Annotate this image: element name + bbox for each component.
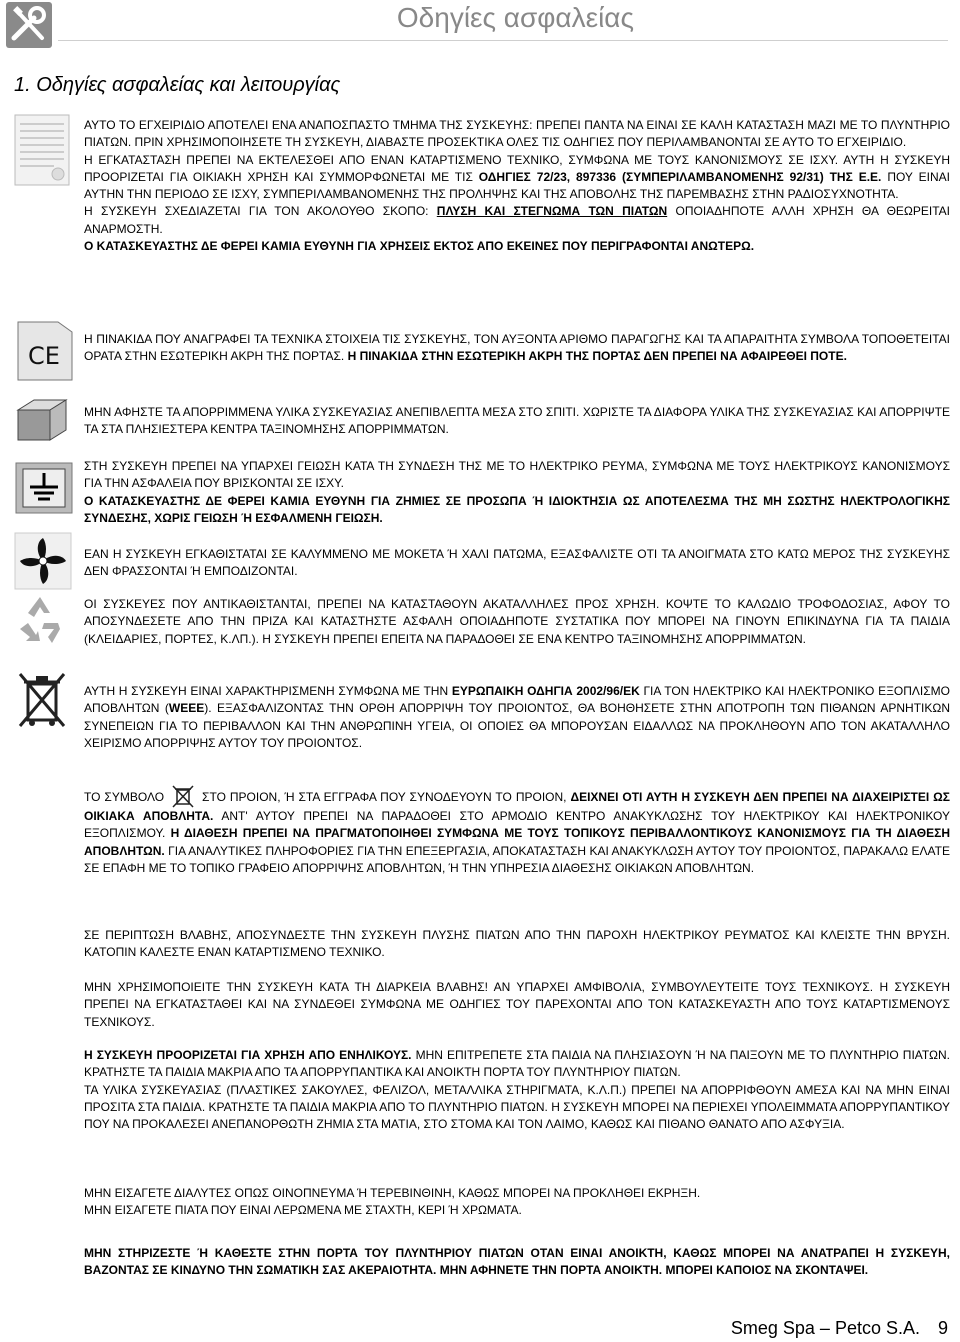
header-divider <box>58 40 948 41</box>
block-rating-plate <box>84 331 950 366</box>
block-fault <box>84 927 950 962</box>
dirty-dishes-paragraph: ΜΗΝ ΕΙΣΑΓΕΤΕ ΠΙΑΤΑ ΠΟΥ ΕΙΝΑΙ ΛΕΡΩΜΕΝΑ ΜΕ ΣΤΑΧΤΗ, ΚΕΡΙ Ή ΧΡΩΜΑΤΑ. <box>84 1203 522 1218</box>
block-malfunction <box>84 979 950 1031</box>
footer-company: Smeg Spa – Petco S.A. <box>730 1318 920 1338</box>
block-door-warning <box>84 1245 950 1280</box>
svg-text:CE: CE <box>28 342 60 370</box>
liability-paragraph: Ο ΚΑΤΑΣΚΕΥΑΣΤΗΣ ΔΕ ΦΕΡΕΙ ΚΑΜΙΑ ΕΥΘΥΝΗ ΓΙΑ ΧΡΗΣΕΙΣ ΕΚΤΟΣ ΑΠΟ ΕΚΕΙΝΕΣ ΠΟΥ ΠΕΡΙΓΡΑΦΟΝΤΑΙ ΑΝΩΤΕΡΩ. <box>84 239 755 254</box>
weee-symbol-inline-icon <box>170 784 196 808</box>
adults-paragraph: Η ΣΥΣΚΕΥΗ ΠΡΟΟΡΙΖΕΤΑΙ ΓΙΑ ΧΡΗΣΗ ΑΠΟ ΕΝΗΛΙΚΟΥΣ. ΜΗΝ ΕΠΙΤΡΕΠΕΤΕ ΣΤΑ ΠΑΙΔΙΑ ΝΑ ΠΛΗΣΙΑΣΟΥΝ Ή ΝΑ ΠΑΙΞΟΥΝ ΜΕ ΤΟ ΠΛΥΝΤΗΡΙΟ ΠΙΑΤΩΝ. ΚΡΑΤΗΣΤΕ ΤΑ ΠΑΙΔΙΑ ΜΑΚΡΙΑ ΑΠΟ ΤΑ ΑΠΟΡΡΥΠΑΝΤΙΚΑ ΚΑΙ ΑΝΟΙΚΤΗ ΠΟΡΤΑ ΤΟΥ ΠΛΥΝΤΗΡΙΟΥ ΠΙΑΤΩΝ. <box>84 1048 950 1080</box>
block-ventilation <box>84 546 950 581</box>
block-grounding <box>84 458 950 527</box>
ce-mark-icon <box>14 318 76 389</box>
block-weee <box>84 683 950 752</box>
tools-icon <box>6 2 52 48</box>
weee-paragraph: ΑΥΤΗ Η ΣΥΣΚΕΥΗ ΕΙΝΑΙ ΧΑΡΑΚΤΗΡΙΣΜΕΝΗ ΣΥΜΦΩΝΑ ΜΕ ΤΗΝ ΕΥΡΩΠΑΙΚΗ ΟΔΗΓΙΑ 2002/96/ΕΚ ΓΙΑ ΤΟΝ ΗΛΕΚΤΡΙΚΟ ΚΑΙ ΗΛΕΚΤΡΟΝΙΚΟ ΕΞΟΠΛΙΣΜΟ ΑΠΟΒΛΗΤΩΝ (WEEE). ΕΞΑΣΦΑΛΙΖΟΝΤΑΣ ΤΗΝ ΟΡΘΗ ΑΠΟΡΡΙΨΗ ΤΟΥ ΠΡΟΙΟΝΤΟΣ, ΘΑ ΒΟΗΘΗΣΕΤΕ ΣΤΗΝ ΑΠΟΤΡΟΠΗ ΤΩΝ ΠΙΘΑΝΩΝ ΑΡΝΗΤΙΚΩΝ ΣΥΝΕΠΕΙΩΝ ΓΙΑ ΤΟ ΠΕΡΙΒΑΛΛΟΝ ΚΑΙ ΤΗΝ ΑΝΘΡΩΠΙΝΗ ΥΓΕΙΑ, ΟΙ ΟΠΟΙΕΣ ΘΑ ΜΠΟΡΟΥΣΑΝ ΕΙΔΑΛΛΩΣ ΝΑ ΠΡΟΚΛΗΘΟΥΝ ΑΠΟ ΤΟΝ ΑΚΑΤΑΛΛΗΛΟ ΧΕΙΡΙΣΜΟ ΑΠΟΡΡΙΨΗΣ ΑΥΤΟΥ ΤΟΥ ΠΡΟΙΟΝΤΟΣ. <box>84 684 950 750</box>
manual-icon <box>14 114 70 191</box>
block-symbol <box>84 784 950 877</box>
packaging-paragraph: ΜΗΝ ΑΦΗΣΤΕ ΤΑ ΑΠΟΡΡΙΜΜΕΝΑ ΥΛΙΚΑ ΣΥΣΚΕΥΑΣΙΑΣ ΑΝΕΠΙΒΛΕΠΤΑ ΜΕΣΑ ΣΤΟ ΣΠΙΤΙ. ΧΩΡΙΣΤΕ ΤΑ ΔΙΑΦΟΡΑ ΥΛΙΚΑ ΤΗΣ ΣΥΣΚΕΥΑΣΙΑΣ ΚΑΙ ΑΠΟΡΡΙΨΤΕ ΤΑ ΣΤΑ ΠΛΗΣΙΕΣΤΕΡΑ ΚΕΝΤΡΑ ΤΑΞΙΝΟΜΗΣΗΣ ΑΠΟΡΡΙΜΜΑΤΩΝ. <box>84 405 950 437</box>
block-disposal <box>84 596 950 648</box>
block-solvents <box>84 1185 950 1220</box>
solvents-paragraph: ΜΗΝ ΕΙΣΑΓΕΤΕ ΔΙΑΛΥΤΕΣ ΟΠΩΣ ΟΙΝΟΠΝΕΥΜΑ Ή ΤΕΡΕΒΙΝΘΙΝΗ, ΚΑΘΩΣ ΜΠΟΡΕΙ ΝΑ ΠΡΟΚΛΗΘΕΙ ΕΚΡΗΞΗ. <box>84 1186 701 1200</box>
packaging-materials-paragraph: ΤΑ ΥΛΙΚΑ ΣΥΣΚΕΥΑΣΙΑΣ (ΠΛΑΣΤΙΚΕΣ ΣΑΚΟΥΛΕΣ, ΦΕΛΙΖΟΛ, ΜΕΤΑΛΛΙΚΑ ΣΤΗΡΙΓΜΑΤΑ, Κ.Λ.Π.) ΠΡΕΠΕΙ ΝΑ ΑΠΟΡΡΙΦΘΟΥΝ ΑΜΕΣΑ ΚΑΙ ΝΑ ΜΗΝ ΕΙΝΑΙ ΠΡΟΣΙΤΑ ΣΤΑ ΠΑΙΔΙΑ. ΚΡΑΤΗΣΤΕ ΤΑ ΠΑΙΔΙΑ ΜΑΚΡΙΑ ΑΠΟ ΤΟ ΠΛΥΝΤΗΡΙΟ ΠΙΑΤΩΝ. Η ΣΥΣΚΕΥΗ ΜΠΟΡΕΙ ΝΑ ΠΕΡΙΕΧΕΙ ΥΠΟΛΕΙΜΜΑΤΑ ΑΠΟΡΡΥΠΑΝΤΙΚΟΥ ΠΟΥ ΝΑ ΠΡΟΚΑΛΕΣΕΙ ΑΝΕΠΑΝΟΡΘΩΤΗ ΖΗΜΙΑ ΣΤΑ ΜΑΤΙΑ, ΣΤΟ ΣΤΟΜΑ ΚΑΙ ΤΟΝ ΛΑΙΜΟ, ΚΑΘΩΣ ΚΑΙ ΠΙΘΑΝΟ ΘΑΝΑΤΟ ΑΠΟ ΑΣΦΥΞΙΑ. <box>84 1082 950 1132</box>
purpose-paragraph: Η ΣΥΣΚΕΥΗ ΣΧΕΔΙΑΖΕΤΑΙ ΓΙΑ ΤΟΝ ΑΚΟΛΟΥΘΟ ΣΚΟΠΟ: ΠΛΥΣΗ ΚΑΙ ΣΤΕΓΝΩΜΑ ΤΩΝ ΠΙΑΤΩΝ ΟΠΟΙΑΔΗΠΟΤΕ ΑΛΛΗ ΧΡΗΣΗ ΘΑ ΘΕΩΡΕΙΤΑΙ ΑΝΑΡΜΟΣΤΗ. <box>84 204 950 236</box>
block-packaging <box>84 404 950 439</box>
page-header-title: Οδηγίες ασφαλείας <box>396 2 634 33</box>
installation-paragraph: Η ΕΓΚΑΤΑΣΤΑΣΗ ΠΡΕΠΕΙ ΝΑ ΕΚΤΕΛΕΣΘΕΙ ΑΠΟ ΕΝΑΝ ΚΑΤΑΡΤΙΣΜΕΝΟ ΤΕΧΝΙΚΟ, ΣΥΜΦΩΝΑ ΜΕ ΤΟΥΣ ΚΑΝΟΝΙΣΜΟΥΣ ΣΕ ΙΣΧΥ. ΑΥΤΗ Η ΣΥΣΚΕΥΗ ΠΡΟΟΡΙΖΕΤΑΙ ΓΙΑ ΟΙΚΙΑΚΗ ΧΡΗΣΗ ΚΑΙ ΣΥΜΜΟΡΦΩΝΕΤΑΙ ΜΕ ΤΙΣ ΟΔΗΓΙΕΣ 72/23, 897336 (ΣΥΜΠΕΡΙΛΑΜΒΑΝΟΜΕΝΗΣ 92/31) ΤΗΣ Ε.Ε. ΠΟΥ ΕΙΝΑΙ ΑΥΤΗΝ ΤΗΝ ΠΕΡΙΟΔΟ ΣΕ ΙΣΧΥ, ΣΥΜΠΕΡΙΛΑΜΒΑΝΟΜΕΝΗΣ ΤΗΣ ΠΡΟΛΗΨΗΣ ΚΑΙ ΤΗΣ ΑΠΟΒΟΛΗΣ ΤΗΣ ΠΑΡΕΜΒΑΣΗΣ ΣΤΗΝ ΡΑΔΙΟΣΥΧΝΟΤΗΤΑ. <box>84 152 950 202</box>
page-number: 9 <box>937 1318 948 1338</box>
ventilation-fan-icon <box>14 532 72 595</box>
section-title: 1. Οδηγίες ασφαλείας και λειτουργίας <box>14 74 341 96</box>
malfunction-paragraph: ΜΗΝ ΧΡΗΣΙΜΟΠΟΙΕΙΤΕ ΤΗΝ ΣΥΣΚΕΥΗ ΚΑΤΑ ΤΗ ΔΙΑΡΚΕΙΑ ΒΛΑΒΗΣ! ΑΝ ΥΠΑΡΧΕΙ ΑΜΦΙΒΟΛΙΑ, ΣΥΜΒΟΥΛΕΥΤΕΙΤΕ ΤΟΥΣ ΤΕΧΝΙΚΟΥΣ. Η ΣΥΣΚΕΥΗ ΠΡΕΠΕΙ ΝΑ ΕΓΚΑΤΑΣΤΑΘΕΙ ΚΑΙ ΝΑ ΣΥΝΔΕΘΕΙ ΣΥΜΦΩΝΑ ΜΕ ΟΔΗΓΙΕΣ ΤΟΥ ΠΑΡΕΧΟΝΤΑΙ ΑΠΟ ΤΟΝ ΚΑΤΑΣΚΕΥΑΣΤΗ ΑΠΟ ΤΟΥΣ ΚΑΤΑΡΤΙΣΜΕΝΟΥΣ ΤΕΧΝΙΚΟΥΣ. <box>84 980 950 1029</box>
weee-bin-icon <box>14 668 70 735</box>
page-footer <box>731 1318 948 1339</box>
block-children <box>84 1047 950 1133</box>
grounding-paragraph: ΣΤΗ ΣΥΣΚΕΥΗ ΠΡΕΠΕΙ ΝΑ ΥΠΑΡΧΕΙ ΓΕΙΩΣΗ ΚΑΤΑ ΤΗ ΣΥΝΔΕΣΗ ΤΗΣ ΜΕ ΤΟ ΗΛΕΚΤΡΙΚΟ ΡΕΥΜΑ, ΣΥΜΦΩΝΑ ΜΕ ΤΟΥΣ ΗΛΕΚΤΡΙΚΟΥΣ ΚΑΝΟΝΙΣΜΟΥΣ ΓΙΑ ΤΗΝ ΑΣΦΑΛΕΙΑ ΠΟΥ ΒΡΙΣΚΟΝΤΑΙ ΣΕ ΙΣΧΥ. <box>84 459 950 491</box>
disposal-paragraph: ΟΙ ΣΥΣΚΕΥΕΣ ΠΟΥ ΑΝΤΙΚΑΘΙΣΤΑΝΤΑΙ, ΠΡΕΠΕΙ ΝΑ ΚΑΤΑΣΤΑΘΟΥΝ ΑΚΑΤΑΛΛΗΛΕΣ ΠΡΟΣ ΧΡΗΣΗ. ΚΟΨΤΕ ΤΟ ΚΑΛΩΔΙΟ ΤΡΟΦΟΔΟΣΙΑΣ, ΑΦΟΥ ΤΟ ΑΠΟΣΥΝΔΕΣΕΤΕ ΑΠΟ ΤΗΝ ΠΡΙΖΑ ΚΑΙ ΚΑΤΑΣΤΗΣΤΕ ΑΣΦΑΛΗ ΟΠΟΙΑΔΗΠΟΤΕ ΣΥΣΤΑΤΙΚΑ ΠΟΥ ΜΠΟΡΕΙ ΝΑ ΓΙΝΟΥΝ ΕΠΙΚΙΝΔΥΝΑ ΓΙΑ ΤΑ ΠΑΙΔΙΑ (ΚΛΕΙΔΑΡΙΕΣ, ΠΟΡΤΕΣ, Κ.ΛΠ.). Η ΣΥΣΚΕΥΗ ΠΡΕΠΕΙ ΕΠΕΙΤΑ ΝΑ ΠΑΡΑΔΟΘΕΙ ΣΕ ΕΝΑ ΚΕΝΤΡΟ ΤΑΞΙΝΟΜΗΣΗΣ ΑΠΟΡΡΙΜΜΑΤΩΝ. <box>84 597 950 646</box>
block-manual <box>84 117 950 255</box>
symbol-paragraph: ΤΟ ΣΥΜΒΟΛΟ ΣΤΟ ΠΡΟΙΟΝ, Ή ΣΤΑ ΕΓΓΡΑΦΑ ΠΟΥ ΣΥΝΟΔΕΥΟΥΝ ΤΟ ΠΡΟΙΟΝ, ΔΕΙΧΝΕΙ ΟΤΙ ΑΥΤΗ Η ΣΥΣΚΕΥΗ ΔΕΝ ΠΡΕΠΕΙ ΝΑ ΔΙΑΧΕΙΡΙΣΤΕΙ ΩΣ ΟΙΚΙΑΚΑ ΑΠΟΒΛΗΤΑ. ΑΝΤ' ΑΥΤΟΥ ΠΡΕΠΕΙ ΝΑ ΠΑΡΑΔΟΘΕΙ ΣΤΟ ΑΡΜΟΔΙΟ ΚΕΝΤΡΟ ΑΝΑΚΥΚΛΩΣΗΣ ΤΟΥ ΗΛΕΚΤΡΙΚΟΥ ΚΑΙ ΗΛΕΚΤΡΟΝΙΚΟΥ ΕΞΟΠΛΙΣΜΟΥ. Η ΔΙΑΘΕΣΗ ΠΡΕΠΕΙ ΝΑ ΠΡΑΓΜΑΤΟΠΟΙΗΘΕΙ ΣΥΜΦΩΝΑ ΜΕ ΤΟΥΣ ΤΟΠΙΚΟΥΣ ΠΕΡΙΒΑΛΛΟΝΤΙΚΟΥΣ ΚΑΝΟΝΙΣΜΟΥΣ ΓΙΑ ΤΗ ΔΙΑΘΕΣΗ ΑΠΟΒΛΗΤΩΝ. ΓΙΑ ΑΝΑΛΥΤΙΚΕΣ ΠΛΗΡΟΦΟΡΙΕΣ ΓΙΑ ΤΗΝ ΕΠΕΞΕΡΓΑΣΙΑ, ΑΠΟΚΑΤΑΣΤΑΣΗ ΚΑΙ ΑΝΑΚΥΚΛΩΣΗ ΑΥΤΟΥ ΤΟΥ ΠΡΟΙΟΝΤΟΣ, ΠΑΡΑΚΑΛΩ ΕΛΑΤΕ ΣΕ ΕΠΑΦΗ ΜΕ ΤΟ ΤΟΠΙΚΟ ΓΡΑΦΕΙΟ ΑΠΟΡΡΙΨΗΣ ΑΠΟΒΛΗΤΩΝ, Ή ΤΗΝ ΥΠΗΡΕΣΙΑ ΔΙΑΘΕΣΗΣ ΟΙΚΙΑΚΩΝ ΑΠΟΒΛΗΤΩΝ. <box>84 784 950 877</box>
recycle-icon <box>14 593 66 650</box>
fault-paragraph: ΣΕ ΠΕΡΙΠΤΩΣΗ ΒΛΑΒΗΣ, ΑΠΟΣΥΝΔΕΣΤΕ ΤΗΝ ΣΥΣΚΕΥΗ ΠΛΥΣΗΣ ΠΙΑΤΩΝ ΑΠΟ ΤΗΝ ΠΑΡΟΧΗ ΗΛΕΚΤΡΙΚΟΥ ΡΕΥΜΑΤΟΣ ΚΑΙ ΚΛΕΙΣΤΕ ΤΗΝ ΒΡΥΣΗ. ΚΑΤΟΠΙΝ ΚΑΛΕΣΤΕ ΕΝΑΝ ΚΑΤΑΡΤΙΣΜΕΝΟ ΤΕΧΝΙΚΟ. <box>84 928 950 960</box>
grounding-liability: Ο ΚΑΤΑΣΚΕΥΑΣΤΗΣ ΔΕ ΦΕΡΕΙ ΚΑΜΙΑ ΕΥΘΥΝΗ ΓΙΑ ΖΗΜΙΕΣ ΣΕ ΠΡΟΣΩΠΑ Ή ΙΔΙΟΚΤΗΣΙΑ ΩΣ ΑΠΟΤΕΛΕΣΜΑ ΤΗΣ ΜΗ ΣΩΣΤΗΣ ΗΛΕΚΤΡΟΛΟΓΙΚΗΣ ΣΥΝΔΕΣΗΣ, ΧΩΡΙΣ ΓΕΙΩΣΗ Ή ΕΣΦΑΛΜΕΝΗ ΓΕΙΩΣΗ. <box>84 493 950 525</box>
electric-ground-icon <box>14 461 74 520</box>
door-warning-paragraph: ΜΗΝ ΣΤΗΡΙΖΕΣΤΕ Ή ΚΑΘΕΣΤΕ ΣΤΗΝ ΠΟΡΤΑ ΤΟΥ ΠΛΥΝΤΗΡΙΟΥ ΠΙΑΤΩΝ ΟΤΑΝ ΕΙΝΑΙ ΑΝΟΙΚΤΗ, ΚΑΘΩΣ ΜΠΟΡΕΙ ΝΑ ΑΝΑΤΡΑΠΕΙ Η ΣΥΣΚΕΥΗ, ΒΑΖΟΝΤΑΣ ΣΕ ΚΙΝΔΥΝΟ ΤΗΝ ΣΩΜΑΤΙΚΗ ΣΑΣ ΑΚΕΡΑΙΟΤΗΤΑ. ΜΗΝ ΑΦΗΝΕΤΕ ΤΗΝ ΠΟΡΤΑ ΑΝΟΙΚΤΗ. ΜΠΟΡΕΙ ΚΑΠΟΙΟΣ ΝΑ ΣΚΟΝΤΑΨΕΙ. <box>84 1246 950 1278</box>
packaging-box-icon <box>14 396 70 449</box>
manual-paragraph: ΑΥΤΟ ΤΟ ΕΓΧΕΙΡΙΔΙΟ ΑΠΟΤΕΛΕΙ ΕΝΑ ΑΝΑΠΟΣΠΑΣΤΟ ΤΜΗΜΑ ΤΗΣ ΣΥΣΚΕΥΗΣ: ΠΡΕΠΕΙ ΠΑΝΤΑ ΝΑ ΕΙΝΑΙ ΣΕ ΚΑΛΗ ΚΑΤΑΣΤΑΣΗ ΜΑΖΙ ΜΕ ΤΟ ΠΛΥΝΤΗΡΙΟ ΠΙΑΤΩΝ. ΠΡΙΝ ΧΡΗΣΙΜΟΠΟΙΗΣΕΤΕ ΤΗ ΣΥΣΚΕΥΗ, ΔΙΑΒΑΣΤΕ ΠΡΟΣΕΚΤΙΚΑ ΟΛΕΣ ΤΙΣ ΟΔΗΓΙΕΣ ΠΟΥ ΠΕΡΙΛΑΜΒΑΝΟΝΤΑΙ ΣΕ ΑΥΤΟ ΤΟ ΕΓΧΕΙΡΙΔΙΟ. <box>84 118 950 150</box>
ventilation-paragraph: ΕΑΝ Η ΣΥΣΚΕΥΗ ΕΓΚΑΘΙΣΤΑΤΑΙ ΣΕ ΚΑΛΥΜΜΕΝΟ ΜΕ ΜΟΚΕΤΑ Ή ΧΑΛΙ ΠΑΤΩΜΑ, ΕΞΑΣΦΑΛΙΣΤΕ ΟΤΙ ΤΑ ΑΝΟΙΓΜΑΤΑ ΣΤΟ ΚΑΤΩ ΜΕΡΟΣ ΤΗΣ ΣΥΣΚΕΥΗΣ ΔΕΝ ΦΡΑΣΣΟΝΤΑΙ Ή ΕΜΠΟΔΙΖΟΝΤΑΙ. <box>84 547 950 579</box>
rating-plate-paragraph: Η ΠΙΝΑΚΙΔΑ ΠΟΥ ΑΝΑΓΡΑΦΕΙ ΤΑ ΤΕΧΝΙΚΑ ΣΤΟΙΧΕΙΑ ΤΙΣ ΣΥΣΚΕΥΗΣ, ΤΟΝ ΑΥΞΟΝΤΑ ΑΡΙΘΜΟ ΠΑΡΑΓΩΓΗΣ ΚΑΙ ΤΑ ΑΠΑΡΑΙΤΗΤΑ ΣΥΜΒΟΛΑ ΤΟΠΟΘΕΤΕΙΤΑΙ ΟΡΑΤΑ ΣΤΗΝ ΕΣΩΤΕΡΙΚΗ ΑΚΡΗ ΤΗΣ ΠΟΡΤΑΣ. Η ΠΙΝΑΚΙΔΑ ΣΤΗΝ ΕΣΩΤΕΡΙΚΗ ΑΚΡΗ ΤΗΣ ΠΟΡΤΑΣ ΔΕΝ ΠΡΕΠΕΙ ΝΑ ΑΦΑΙΡΕΘΕΙ ΠΟΤΕ. <box>84 332 950 364</box>
